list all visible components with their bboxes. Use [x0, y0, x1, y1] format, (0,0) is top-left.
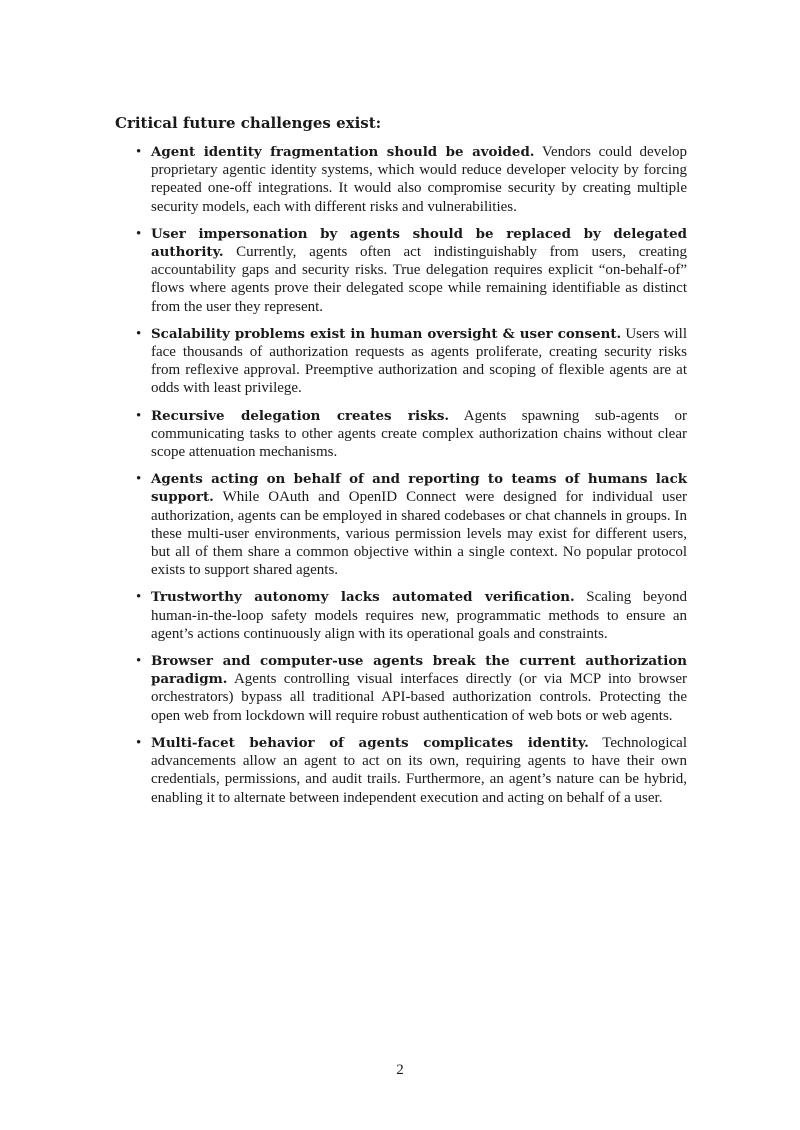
challenge-body: Technological advancements allow an agent to act on its own, requiring agents to have their own credentials, permissions, and audit trails. Furthermore, an agent’s nature can be hybrid, enabling it to alternate between independent execution and acting on behalf of a user.	[151, 734, 687, 806]
challenge-body: Agents controlling visual interfaces directly (or via MCP into browser orchestrators) bypass all traditional API-based authorization controls. Protecting the open web from lockdown will require robust authentication of web bots or web agents.	[151, 671, 687, 724]
challenge-title: Recursive delegation creates risks.	[151, 407, 450, 424]
bullet-icon: •	[136, 734, 142, 751]
challenge-item-fragmentation	[136, 143, 688, 216]
bullet-icon: •	[136, 589, 142, 606]
challenge-body: Users will face thousands of authorization requests as agents proliferate, creating security risks from reflexive approval. Preemptive authorization and scoping of flexible agents are at odds with least privilege.	[151, 325, 687, 397]
challenge-item-autonomy	[136, 588, 688, 643]
bullet-icon: •	[136, 471, 142, 488]
challenge-title: Trustworthy autonomy lacks automated verification.	[151, 589, 575, 606]
bullet-icon: •	[136, 225, 142, 242]
bullet-icon: •	[136, 144, 142, 160]
challenge-body: While OAuth and OpenID Connect were designed for individual user authorization, agents can be employed in shared codebases or chat channels in groups. In these multi-user environments, various permission levels may exist for different users, but all of them share a common objective within a single context. No popular protocol exists to support shared agents.	[151, 489, 687, 579]
page-number: 2	[396, 1062, 404, 1078]
challenge-item-multi-facet	[136, 734, 687, 807]
challenge-body: Currently, agents often act indistinguishably from users, creating accountability gaps and security risks. True delegation requires explicit “on-behalf-of” flows where agents prove their delegated scope while remaining identifiable as distinct from the user they represent.	[151, 244, 687, 315]
challenge-body: Scaling beyond human-in-the-loop safety models requires new, programmatic methods to ensure an agent’s actions continuously align with its operational goals and constraints.	[151, 589, 688, 642]
challenge-title: Agents acting on behalf of and reporting to teams of humans lack support.	[151, 471, 687, 506]
challenge-item-scalability	[136, 325, 687, 398]
challenge-item-impersonation	[136, 225, 687, 316]
challenge-item-browser-agents	[136, 652, 687, 725]
challenge-title: Browser and computer-use agents break the current authorization paradigm.	[151, 653, 687, 688]
challenge-list	[115, 143, 687, 807]
section-heading: Critical future challenges exist:	[115, 114, 382, 132]
challenge-title: Scalability problems exist in human oversight & user consent.	[151, 325, 622, 342]
challenge-body: Vendors could develop proprietary agentic identity systems, which would reduce developer velocity by forcing repeated one-off integrations. It would also compromise security by creating multiple security models, each with different risks and vulnerabilities.	[151, 144, 688, 215]
challenge-item-recursive-delegation	[136, 407, 687, 462]
page-content	[115, 113, 687, 816]
challenge-item-teams	[136, 470, 687, 579]
challenge-body: Agents spawning sub-agents or communicating tasks to other agents create complex authorization chains without clear scope attenuation mechanisms.	[151, 407, 687, 461]
challenge-title: User impersonation by agents should be replaced by delegated authority.	[151, 225, 687, 261]
bullet-icon: •	[136, 325, 142, 342]
bullet-icon: •	[136, 407, 142, 424]
challenge-title: Agent identity fragmentation should be avoided.	[151, 144, 535, 160]
bullet-icon: •	[136, 653, 142, 670]
challenge-title: Multi-facet behavior of agents complicates identity.	[151, 734, 589, 751]
